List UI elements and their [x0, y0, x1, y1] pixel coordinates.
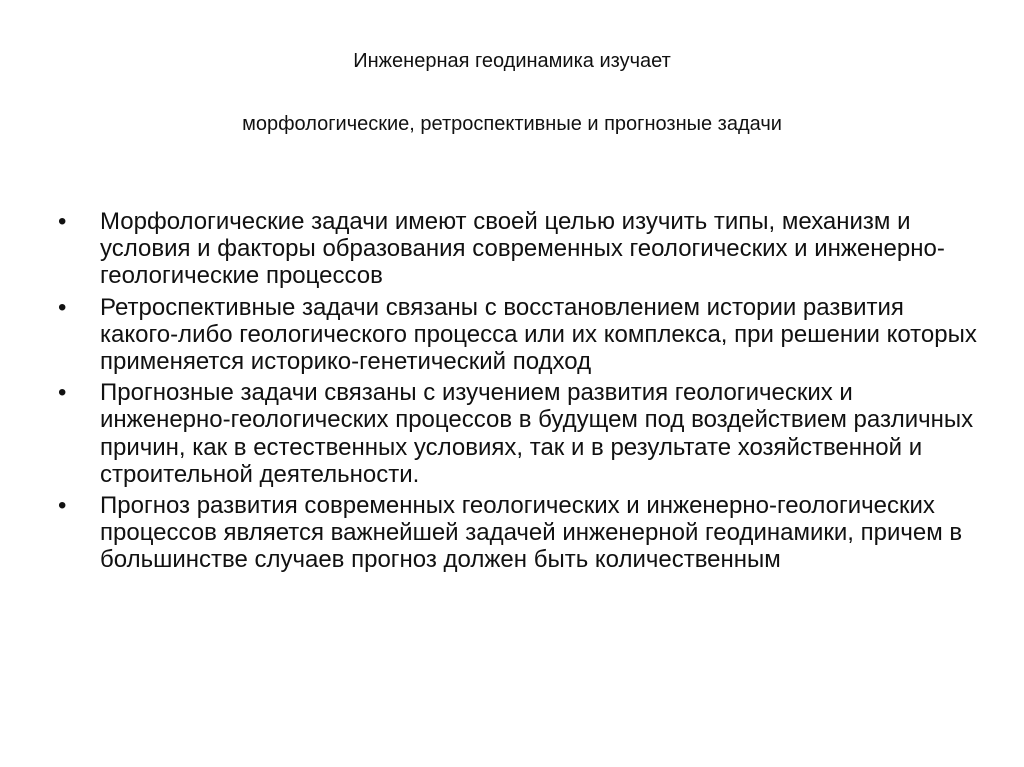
bullet-list	[58, 208, 988, 578]
bullet-item-forecast	[58, 379, 988, 488]
bullet-text: Ретроспективные задачи связаны с восстановлением истории развития какого-либо геологического процесса или их комплекса, при решении которых применяется историко-генетический подход	[100, 293, 977, 376]
slide-title: Инженерная геодинамика изучает	[353, 50, 671, 72]
bullet-item-prognosis	[58, 492, 988, 574]
bullet-item-morphological	[58, 208, 988, 290]
bullet-dot-icon: •	[58, 379, 67, 407]
bullet-dot-icon: •	[58, 492, 67, 520]
bullet-text: Прогноз развития современных геологических и инженерно-геологических процессов является важнейшей задачей инженерной геодинамики, причем в большинстве случаев прогноз должен быть количественным	[100, 492, 963, 574]
slide-subtitle: морфологические, ретроспективные и прогнозные задачи	[242, 113, 782, 135]
bullet-text: Прогнозные задачи связаны с изучением развития геологических и инженерно-геологических процессов в будущем под воздействием различных причин, как в естественных условиях, так и в результате хозяйственной и строительной деятельности.	[100, 379, 974, 488]
bullet-item-retrospective	[58, 294, 988, 376]
bullet-dot-icon: •	[58, 293, 67, 321]
bullet-dot-icon: •	[58, 208, 67, 235]
bullet-text: Морфологические задачи имеют своей целью изучить типы, механизм и условия и факторы образования современных геологических и инженерно-геологические процессов	[100, 208, 945, 290]
